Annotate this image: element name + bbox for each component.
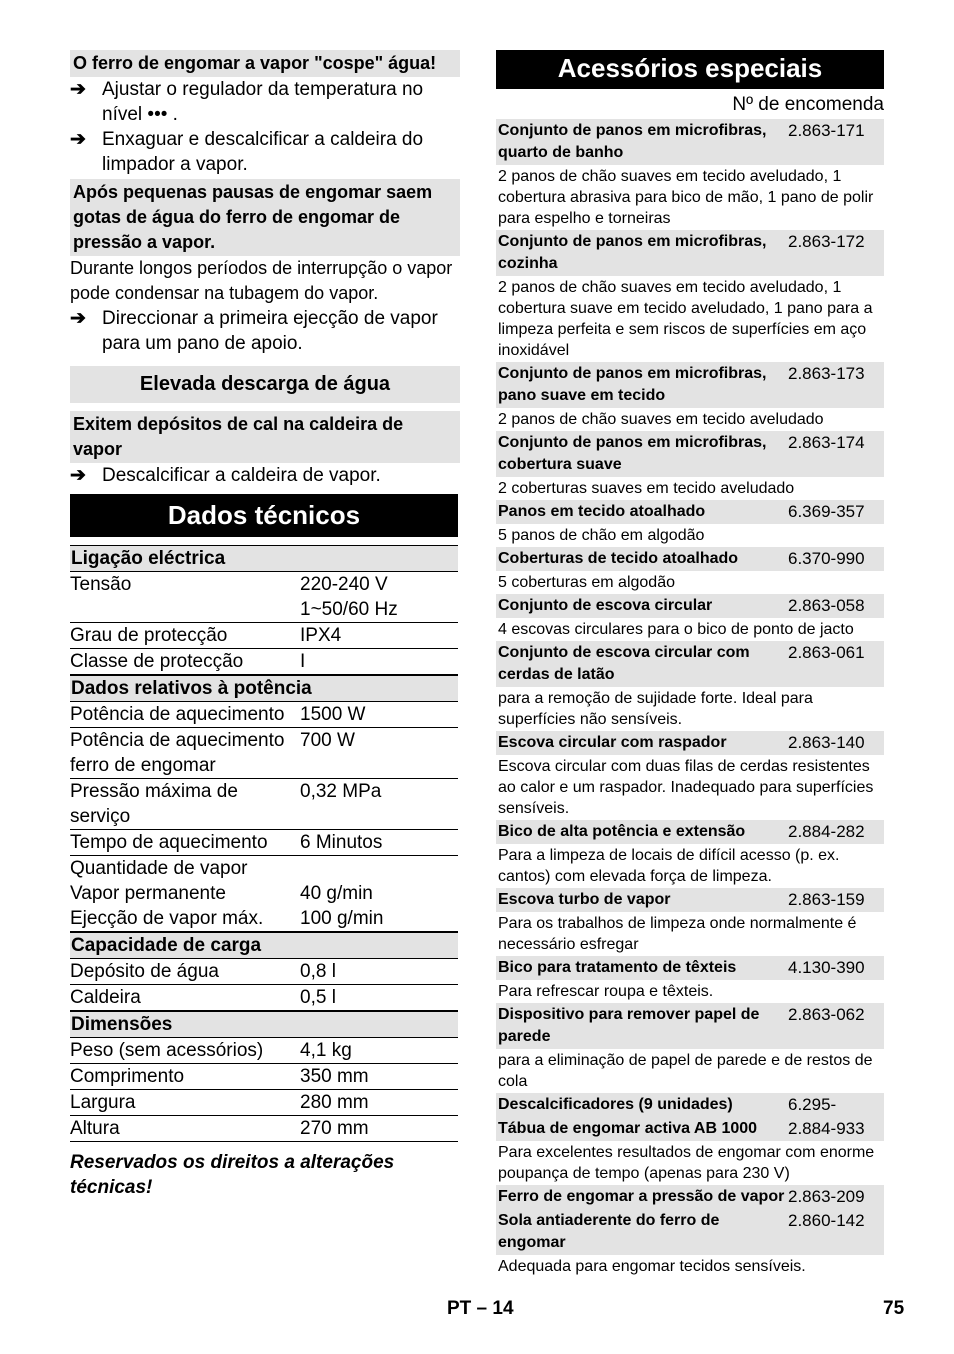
spec-value: 6 Minutos xyxy=(300,832,383,853)
accessory-description: 2 panos de chão suaves em tecido aveludado xyxy=(498,411,824,428)
accessory-name: Conjunto de panos em microfibras, cobertura suave xyxy=(498,434,767,473)
left-column xyxy=(70,50,460,1200)
spec-row xyxy=(70,1064,458,1090)
order-number: 2.863-062 xyxy=(788,1005,865,1024)
accessory-row xyxy=(496,1209,884,1255)
bullet-text: Descalcificar a caldeira de vapor. xyxy=(102,465,381,486)
bullet-item xyxy=(70,306,460,356)
accessory-description: 5 panos de chão em algodão xyxy=(498,527,705,544)
accessory-row xyxy=(496,956,884,980)
accessory-description: para a eliminação de papel de parede e de restos de cola xyxy=(498,1052,873,1090)
accessory-description: 2 panos de chão suaves em tecido aveludado, 1 cobertura abrasiva para bico de mão, 1 pano de polir para espelho e torneiras xyxy=(498,168,874,227)
spec-table xyxy=(70,545,458,1142)
spec-row xyxy=(70,1038,458,1064)
accessory-description: Para excelentes resultados de engomar com enorme poupança de tempo (apenas para 230 V) xyxy=(498,1144,875,1182)
spec-label: Potência de aquecimento ferro de engomar xyxy=(70,730,285,776)
order-number-header: Nº de encomenda xyxy=(732,94,884,115)
accessory-name: Bico de alta potência e extensão xyxy=(498,823,746,840)
accessory-description: 5 coberturas em algodão xyxy=(498,574,675,591)
spec-label: Grau de protecção xyxy=(70,625,228,646)
arrow-right-icon: ➔ xyxy=(70,308,86,329)
disclaimer-note: Reservados os direitos a alterações técnicas! xyxy=(70,1152,395,1198)
accessory-name: Dispositivo para remover papel de parede xyxy=(498,1006,760,1045)
spec-value: 40 g/min xyxy=(300,883,373,904)
order-number: 6.295- xyxy=(788,1095,837,1114)
arrow-right-icon: ➔ xyxy=(70,129,86,150)
bullet-text: Ajustar o regulador da temperatura no nível ••• . xyxy=(102,79,424,125)
accessory-name: Escova circular com raspador xyxy=(498,734,727,751)
order-number: 2.884-933 xyxy=(788,1119,865,1138)
spec-row xyxy=(70,1090,458,1116)
spec-label: Tensão xyxy=(70,574,132,595)
spec-row xyxy=(70,856,458,881)
accessory-row xyxy=(496,230,884,276)
bullet-list xyxy=(70,463,460,488)
spec-value: 0,8 l xyxy=(300,961,336,982)
paragraph: Durante longos períodos de interrupção o vapor pode condensar na tubagem do vapor. xyxy=(70,258,453,303)
spec-value: 0,5 l xyxy=(300,987,336,1008)
troubleshoot-title-limescale: Exitem depósitos de cal na caldeira de vapor xyxy=(70,411,460,463)
spec-label: Quantidade de vapor xyxy=(70,858,248,879)
accessory-row xyxy=(496,1185,884,1209)
accessory-description: 2 coberturas suaves em tecido aveludado xyxy=(498,480,795,497)
spec-value: 270 mm xyxy=(300,1118,369,1139)
spec-value: 0,32 MPa xyxy=(300,781,382,802)
troubleshoot-title-drops: Após pequenas pausas de engomar saem gotas de água do ferro de engomar de pressão a vapor. xyxy=(70,179,460,256)
bullet-text: Direccionar a primeira ejecção de vapor para um pano de apoio. xyxy=(102,308,438,354)
spec-row xyxy=(70,985,458,1011)
accessory-name: Conjunto de panos em microfibras, cozinha xyxy=(498,233,767,272)
troubleshoot-title-spitting: O ferro de engomar a vapor "cospe" água! xyxy=(70,50,460,77)
spec-value: I xyxy=(300,651,306,672)
spec-row xyxy=(70,779,458,830)
spec-label: Caldeira xyxy=(70,987,141,1008)
accessory-name: Panos em tecido atoalhado xyxy=(498,503,706,520)
order-number: 2.863-173 xyxy=(788,364,865,383)
spec-row xyxy=(70,623,458,649)
accessory-row xyxy=(496,500,884,524)
spec-row xyxy=(70,702,458,728)
accessory-description: Escova circular com duas filas de cerdas resistentes ao calor e um raspador. Inadequado para superfícies sensíveis. xyxy=(498,758,874,817)
accessory-name: Escova turbo de vapor xyxy=(498,891,671,908)
accessory-name: Conjunto de escova circular com cerdas de latão xyxy=(498,644,750,683)
order-number: 2.863-061 xyxy=(788,643,865,662)
bullet-list xyxy=(70,77,460,177)
right-column xyxy=(496,50,884,1278)
accessory-row xyxy=(496,731,884,755)
order-number: 2.863-172 xyxy=(788,232,865,251)
spec-row xyxy=(70,1116,458,1142)
order-number: 2.860-142 xyxy=(788,1211,865,1230)
spec-value: 220-240 V 1~50/60 Hz xyxy=(300,574,398,620)
accessory-description: Adequada para engomar tecidos sensíveis. xyxy=(498,1258,806,1275)
accessory-name: Conjunto de escova circular xyxy=(498,597,713,614)
accessory-row xyxy=(496,594,884,618)
spec-group-heading: Ligação eléctrica xyxy=(70,545,458,572)
accessory-name: Bico para tratamento de têxteis xyxy=(498,959,737,976)
spec-group-heading: Capacidade de carga xyxy=(70,932,458,959)
spec-value: 350 mm xyxy=(300,1066,369,1087)
accessory-name: Coberturas de tecido atoalhado xyxy=(498,550,739,567)
accessory-description: Para os trabalhos de limpeza onde normalmente é necessário esfregar xyxy=(498,915,857,953)
accessory-row xyxy=(496,820,884,844)
accessory-description: Para a limpeza de locais de difícil acesso (p. ex. cantos) com elevada força de limpeza. xyxy=(498,847,840,885)
spec-label: Classe de protecção xyxy=(70,651,244,672)
spec-label: Vapor permanente xyxy=(70,883,226,904)
spec-row xyxy=(70,906,458,932)
spec-row xyxy=(70,572,458,623)
accessory-name: Conjunto de panos em microfibras, quarto de banho xyxy=(498,122,767,161)
spec-label: Largura xyxy=(70,1092,136,1113)
accessory-name: Descalcificadores (9 unidades) xyxy=(498,1096,733,1113)
accessory-description: 2 panos de chão suaves em tecido aveludado, 1 cobertura suave em tecido aveludado, 1 pano para a limpeza perfeita e sem riscos de superfícies em aço inoxidável xyxy=(498,279,873,359)
accessory-row xyxy=(496,641,884,687)
bullet-text: Enxaguar e descalcificar a caldeira do limpador a vapor. xyxy=(102,129,424,175)
spec-value: IPX4 xyxy=(300,625,342,646)
page-label: PT – 14 xyxy=(447,1298,514,1319)
spec-row xyxy=(70,728,458,779)
order-number: 2.863-174 xyxy=(788,433,865,452)
accessory-name: Conjunto de panos em microfibras, pano suave em tecido xyxy=(498,365,767,404)
bullet-list xyxy=(70,306,460,356)
spec-row xyxy=(70,649,458,675)
accessory-description: para a remoção de sujidade forte. Ideal para superfícies não sensíveis. xyxy=(498,690,813,728)
spec-group-heading: Dados relativos à potência xyxy=(70,675,458,702)
arrow-right-icon: ➔ xyxy=(70,465,86,486)
spec-label: Altura xyxy=(70,1118,120,1139)
order-number: 6.370-990 xyxy=(788,549,865,568)
bullet-item xyxy=(70,463,460,488)
spec-value: 280 mm xyxy=(300,1092,369,1113)
accessory-name: Ferro de engomar a pressão de vapor xyxy=(498,1188,785,1205)
spec-group-heading: Dimensões xyxy=(70,1011,458,1038)
spec-value: 1500 W xyxy=(300,704,366,725)
order-number: 2.863-140 xyxy=(788,733,865,752)
spec-label: Pressão máxima de serviço xyxy=(70,781,238,827)
order-number: 2.863-209 xyxy=(788,1187,865,1206)
accessory-row xyxy=(496,547,884,571)
spec-label: Potência de aquecimento xyxy=(70,704,285,725)
accessory-row xyxy=(496,888,884,912)
spec-value: 100 g/min xyxy=(300,908,384,929)
accessory-description: Para refrescar roupa e têxteis. xyxy=(498,983,714,1000)
spec-label: Depósito de água xyxy=(70,961,219,982)
spec-label: Ejecção de vapor máx. xyxy=(70,908,264,929)
accessories-title: Acessórios especiais xyxy=(496,50,884,89)
section-heading-water: Elevada descarga de água xyxy=(70,366,460,403)
order-number: 2.884-282 xyxy=(788,822,865,841)
order-number: 6.369-357 xyxy=(788,502,865,521)
spec-label: Peso (sem acessórios) xyxy=(70,1040,264,1061)
tech-data-title: Dados técnicos xyxy=(70,494,458,537)
accessory-row xyxy=(496,119,884,165)
order-number: 2.863-058 xyxy=(788,596,865,615)
spec-value: 700 W xyxy=(300,730,355,751)
spec-label: Tempo de aquecimento xyxy=(70,832,268,853)
arrow-right-icon: ➔ xyxy=(70,79,86,100)
order-number: 2.863-171 xyxy=(788,121,865,140)
spec-value: 4,1 kg xyxy=(300,1040,352,1061)
accessory-row xyxy=(496,431,884,477)
accessory-name: Tábua de engomar activa AB 1000 xyxy=(498,1120,758,1137)
spec-row xyxy=(70,881,458,906)
spec-row xyxy=(70,959,458,985)
order-number: 2.863-159 xyxy=(788,890,865,909)
accessory-row xyxy=(496,1117,884,1141)
accessory-row xyxy=(496,1093,884,1117)
bullet-item xyxy=(70,127,460,177)
accessory-description: 4 escovas circulares para o bico de ponto de jacto xyxy=(498,621,854,638)
accessories-list xyxy=(496,119,884,1278)
page-number: 75 xyxy=(883,1298,905,1319)
spec-label: Comprimento xyxy=(70,1066,185,1087)
accessory-row xyxy=(496,362,884,408)
accessory-row xyxy=(496,1003,884,1049)
accessory-name: Sola antiaderente do ferro de engomar xyxy=(498,1212,720,1251)
bullet-item xyxy=(70,77,460,127)
spec-value xyxy=(300,856,458,881)
order-number: 4.130-390 xyxy=(788,958,865,977)
spec-row xyxy=(70,830,458,856)
